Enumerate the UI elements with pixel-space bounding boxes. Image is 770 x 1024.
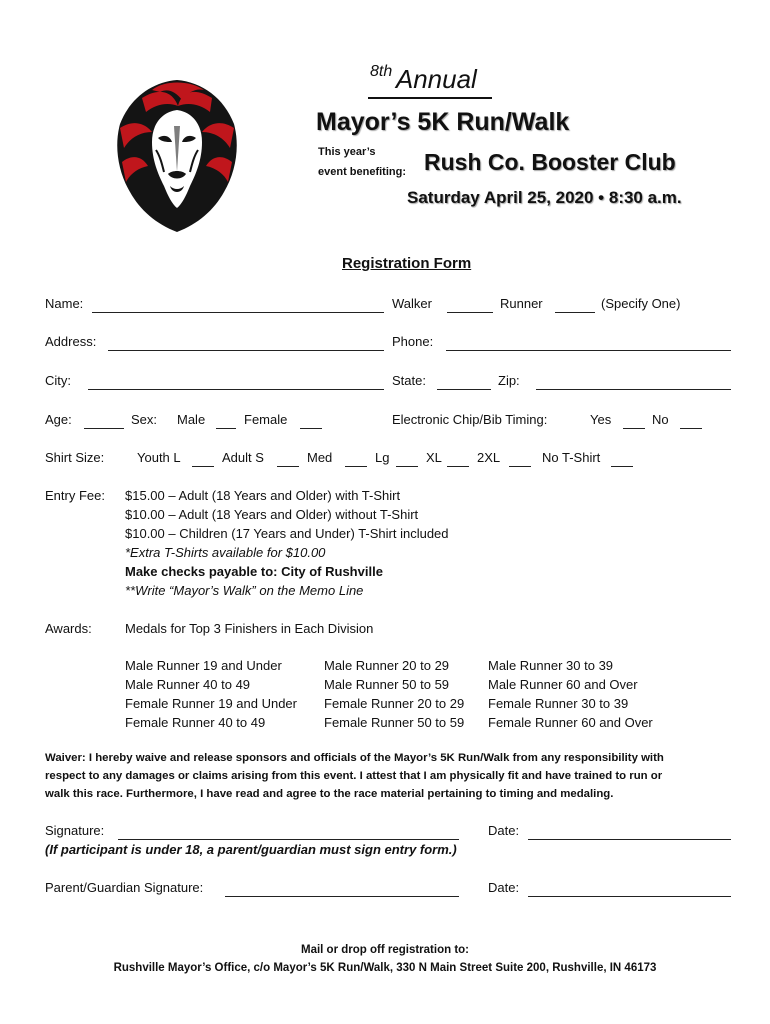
shirt-lg-field[interactable] <box>396 466 418 467</box>
waiver-line-1: Waiver: I hereby waive and release sponsors and officials of the Mayor’s 5K Run/Walk from any responsibility with <box>45 752 664 764</box>
yes-field[interactable] <box>623 428 645 429</box>
award-division: Female Runner 20 to 29 <box>324 696 465 711</box>
award-division: Female Runner 60 and Over <box>488 715 653 730</box>
minor-signature-note: (If participant is under 18, a parent/guardian must sign entry form.) <box>45 842 457 857</box>
award-division: Male Runner 30 to 39 <box>488 658 614 673</box>
male-field[interactable] <box>216 428 236 429</box>
waiver-line-3: walk this race. Furthermore, I have read and agree to the race material pertaining to timing and medaling. <box>45 788 614 800</box>
date-label: Date: <box>488 823 520 838</box>
runner-label: Runner <box>500 296 543 311</box>
parent-signature-field[interactable] <box>225 896 459 897</box>
fee-line-children: $10.00 – Children (17 Years and Under) T-Shirt included <box>125 526 449 541</box>
specify-label: (Specify One) <box>601 296 681 311</box>
no-label: No <box>652 412 669 427</box>
name-field[interactable] <box>92 312 384 313</box>
name-label: Name: <box>45 296 84 311</box>
shirt-option-adult-s: Adult S <box>222 450 264 465</box>
walker-label: Walker <box>392 296 432 311</box>
yes-label: Yes <box>590 412 612 427</box>
age-label: Age: <box>45 412 72 427</box>
edition-number: 8 <box>370 63 379 80</box>
signature-label: Signature: <box>45 823 105 838</box>
phone-field[interactable] <box>446 350 731 351</box>
signature-field[interactable] <box>118 839 459 840</box>
edition-suffix: th <box>378 63 393 80</box>
awards-label: Awards: <box>45 621 92 636</box>
shirt-option-none: No T-Shirt <box>542 450 601 465</box>
shirt-option-2xl: 2XL <box>477 450 501 465</box>
award-division: Female Runner 50 to 59 <box>324 715 465 730</box>
award-division: Male Runner 20 to 29 <box>324 658 450 673</box>
shirt-adult-s-field[interactable] <box>277 466 299 467</box>
address-label: Address: <box>45 334 97 349</box>
age-field[interactable] <box>84 428 124 429</box>
fee-line-adult-no-shirt: $10.00 – Adult (18 Years and Older) without T-Shirt <box>125 507 419 522</box>
female-field[interactable] <box>300 428 322 429</box>
benefit-line-1: This year’s <box>318 146 376 158</box>
award-division: Male Runner 40 to 49 <box>125 677 251 692</box>
shirt-size-label: Shirt Size: <box>45 450 105 465</box>
female-label: Female <box>244 412 288 427</box>
lion-head-icon <box>112 76 242 236</box>
shirt-none-field[interactable] <box>611 466 633 467</box>
award-division: Male Runner 60 and Over <box>488 677 638 692</box>
award-division: Male Runner 19 and Under <box>125 658 282 673</box>
walker-field[interactable] <box>447 312 493 313</box>
award-division: Male Runner 50 to 59 <box>324 677 450 692</box>
parent-date-field[interactable] <box>528 896 731 897</box>
sex-label: Sex: <box>131 412 158 427</box>
award-division: Female Runner 30 to 39 <box>488 696 629 711</box>
shirt-xl-field[interactable] <box>447 466 469 467</box>
shirt-option-xl: XL <box>426 450 442 465</box>
shirt-option-med: Med <box>307 450 333 465</box>
runner-field[interactable] <box>555 312 595 313</box>
parent-signature-label: Parent/Guardian Signature: <box>45 880 204 895</box>
extra-shirts-note: *Extra T-Shirts available for $10.00 <box>125 545 326 560</box>
awards-intro: Medals for Top 3 Finishers in Each Division <box>125 621 374 636</box>
shirt-option-youth-l: Youth L <box>137 450 181 465</box>
parent-date-label: Date: <box>488 880 520 895</box>
state-label: State: <box>392 373 426 388</box>
award-division: Female Runner 40 to 49 <box>125 715 266 730</box>
shirt-option-lg: Lg <box>375 450 390 465</box>
award-division: Female Runner 19 and Under <box>125 696 297 711</box>
city-field[interactable] <box>88 389 384 390</box>
city-label: City: <box>45 373 71 388</box>
shirt-med-field[interactable] <box>345 466 367 467</box>
edition-title <box>370 64 477 95</box>
mailing-address: Rushville Mayor’s Office, c/o Mayor’s 5K Run/Walk, 330 N Main Street Suite 200, Rushville, IN 46173 <box>113 962 657 974</box>
waiver-line-2: respect to any damages or claims arising from this event. I attest that I am physically fit and have trained to run or <box>45 770 663 782</box>
zip-field[interactable] <box>536 389 731 390</box>
state-field[interactable] <box>437 389 491 390</box>
date-field[interactable] <box>528 839 731 840</box>
event-date-time: Saturday April 25, 2020 • 8:30 a.m. <box>407 188 682 207</box>
shirt-youth-l-field[interactable] <box>192 466 214 467</box>
annual-underline <box>368 97 492 99</box>
checks-payable-note: Make checks payable to: City of Rushville <box>125 564 383 579</box>
benefit-line-2: event benefiting: <box>318 166 407 178</box>
chip-timing-label: Electronic Chip/Bib Timing: <box>392 412 548 427</box>
event-title: Mayor’s 5K Run/Walk <box>316 108 570 136</box>
memo-line-note: **Write “Mayor’s Walk” on the Memo Line <box>125 583 364 598</box>
entry-fee-label: Entry Fee: <box>45 488 105 503</box>
annual-label: Annual <box>395 64 477 94</box>
shirt-2xl-field[interactable] <box>509 466 531 467</box>
male-label: Male <box>177 412 206 427</box>
phone-label: Phone: <box>392 334 434 349</box>
beneficiary-name: Rush Co. Booster Club <box>424 149 676 175</box>
zip-label: Zip: <box>498 373 520 388</box>
fee-line-adult-shirt: $15.00 – Adult (18 Years and Older) with T-Shirt <box>125 488 401 503</box>
no-field[interactable] <box>680 428 702 429</box>
address-field[interactable] <box>108 350 384 351</box>
registration-heading: Registration Form <box>342 255 472 272</box>
mail-instructions: Mail or drop off registration to: <box>300 944 470 956</box>
